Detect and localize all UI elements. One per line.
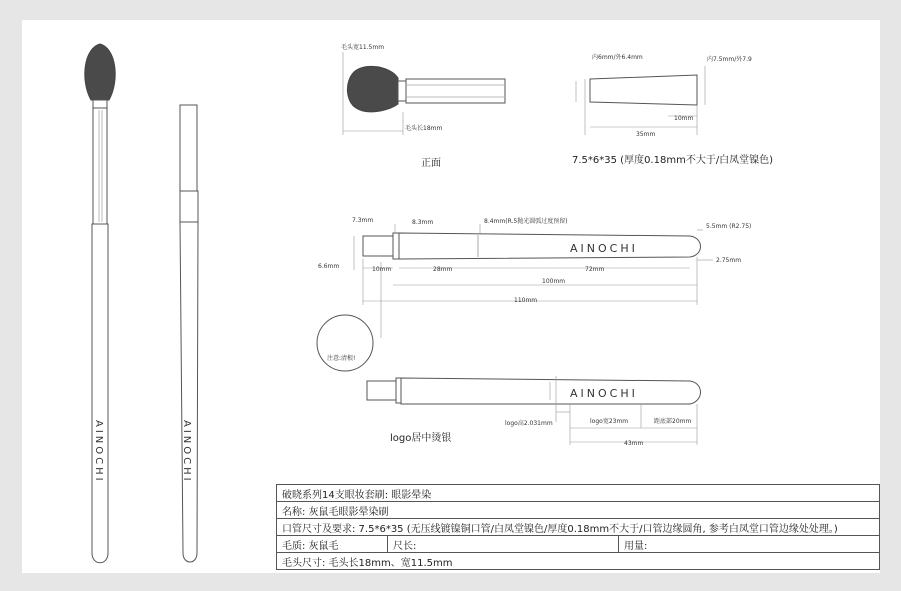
head-width-label: 毛头宽11.5mm: [341, 44, 385, 51]
handle-side-view: [180, 105, 198, 562]
head-length-label: 毛头长18mm: [405, 125, 443, 132]
handle-dim-5-5: 5.5mm (R2.75): [706, 223, 752, 230]
spec-ferrule: 口管尺寸及要求: 7.5*6*35 (无压线镀镍铜口管/白凤堂镍色/厚度0.18mm不大于/口管边缘圆角, 参考白凤堂口管边缘处处理。): [277, 519, 880, 536]
logo-distance-label: 距底部20mm: [654, 418, 692, 425]
ferrule-dim-35: 35mm: [636, 131, 656, 138]
handle-dim-7-3: 7.3mm: [352, 217, 374, 224]
handle-dim-100: 100mm: [542, 278, 566, 285]
brush-neck: [93, 100, 107, 108]
handle-dim-110: 110mm: [514, 297, 538, 304]
handle-dim-72: 72mm: [585, 266, 605, 273]
handle-dim-28: 28mm: [433, 266, 453, 273]
logo-caption: logo居中烫银: [390, 433, 452, 444]
logo-height-label: logo高2.031mm: [505, 420, 553, 427]
spec-series: 破晓系列14支眼妆套刷: 眼影晕染: [277, 485, 880, 502]
full-brush-view: [85, 44, 115, 563]
front-caption: 正面: [421, 158, 441, 169]
spec-row: [277, 485, 880, 502]
brush-head: [85, 44, 115, 100]
handle-dim-8-4: 8.4mm(R.5抛光圆弧过度预留): [484, 218, 568, 225]
handle-dim-6-6: 6.6mm: [318, 263, 340, 270]
spec-row: [277, 553, 880, 570]
handle-dim-8-3: 8.3mm: [412, 219, 434, 226]
ferrule-inner-outer-right: 内7.5mm/外7.9: [707, 56, 752, 63]
logo-length-label: logo宽23mm: [590, 418, 629, 425]
spec-row: [277, 502, 880, 519]
head-front-view: [343, 52, 505, 135]
spec-row: [277, 536, 880, 553]
brand-logo-full-brush: AINOCHI: [93, 420, 104, 484]
brush-handle: [92, 224, 108, 563]
brand-logo-placement: AINOCHI: [570, 387, 638, 400]
brand-logo-side: AINOCHI: [181, 420, 192, 484]
spec-head-size: 毛头尺寸: 毛头长18mm、宽11.5mm: [277, 553, 880, 570]
logo-total-label: 43mm: [624, 440, 644, 447]
ferrule-dim-10: 10mm: [674, 115, 694, 122]
ferrule-view: [576, 66, 705, 135]
spec-material: 毛质: 灰鼠毛: [277, 536, 388, 553]
handle-dim-2-75: 2.75mm: [716, 257, 742, 264]
brand-logo-handle: AINOCHI: [570, 242, 638, 255]
spec-quantity: 用量:: [619, 536, 880, 553]
ferrule-inner-outer-left: 内6mm/外6.4mm: [592, 54, 643, 61]
spec-row: [277, 519, 880, 536]
spec-table: [276, 484, 880, 570]
spec-length: 尺长:: [388, 536, 619, 553]
brush-ferrule: [93, 108, 107, 224]
spec-name: 名称: 灰鼠毛眼影晕染刷: [277, 502, 880, 519]
ferrule-caption: 7.5*6*35 (厚度0.18mm不大于/白凤堂镍色): [572, 155, 774, 166]
handle-dim-10: 10mm: [372, 266, 392, 273]
handle-note: 注意:清根!: [327, 355, 356, 362]
